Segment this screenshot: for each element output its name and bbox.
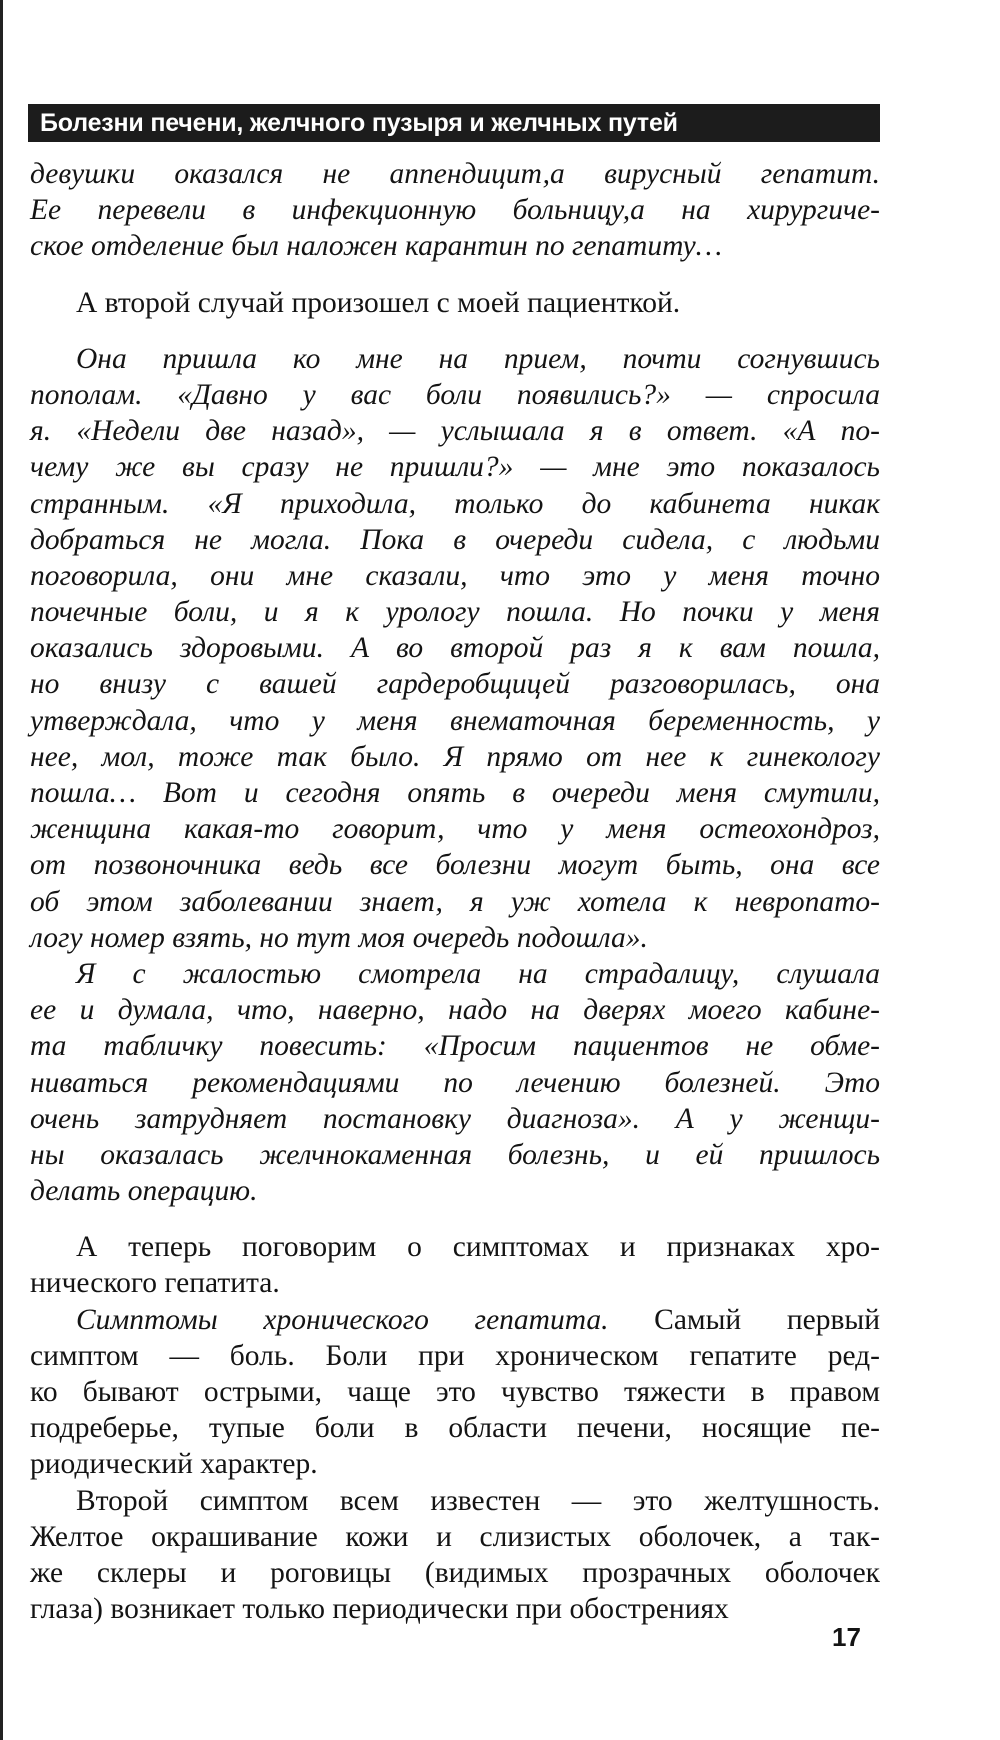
- text-line: симптом — боль. Боли при хроническом гепатите ред-: [30, 1339, 880, 1372]
- running-header: Болезни печени, желчного пузыря и желчных путей: [28, 104, 880, 142]
- text-line: но внизу с вашей гардеробщицей разговорилась, она: [30, 668, 880, 701]
- page-edge: [0, 0, 3, 1740]
- paragraph: [30, 1229, 880, 1301]
- text-line: странным. «Я приходила, только до кабинета никак: [30, 487, 880, 520]
- text-run: Самый первый: [608, 1303, 880, 1336]
- text-line: чему же вы сразу не пришли?» — мне это показалось: [30, 451, 880, 484]
- paragraph: [30, 341, 880, 956]
- text-line: [30, 1302, 880, 1338]
- paragraph: [30, 1302, 880, 1483]
- text-line: очень затрудняет постановку диагноза». А у женщи-: [30, 1102, 880, 1135]
- text-line: я. «Недели две назад», — услышала я в ответ. «А по-: [30, 415, 880, 448]
- text-line: Желтое окрашивание кожи и слизистых оболочек, а так-: [30, 1520, 880, 1553]
- text-line: почечные боли, и я к урологу пошла. Но почки у меня: [30, 596, 880, 629]
- paragraph: [30, 956, 880, 1209]
- text-line: утверждала, что у меня внематочная беременность, у: [30, 704, 880, 737]
- text-line: делать операцию.: [30, 1175, 258, 1208]
- text-line: нее, мол, тоже так было. Я прямо от нее к гинекологу: [30, 740, 880, 773]
- text-line: девушки оказался не аппендицит,а вирусный гепатит.: [30, 158, 880, 190]
- text-line: же склеры и роговицы (видимых прозрачных оболочек: [30, 1556, 880, 1589]
- text-line: ское отделение был наложен карантин по гепатиту…: [30, 230, 722, 263]
- paragraph: [30, 156, 880, 265]
- text-line: об этом заболевании знает, я уж хотела к невропато-: [30, 885, 880, 918]
- text-line: ниваться рекомендациями по лечению болезней. Это: [30, 1066, 880, 1099]
- text-line: Она пришла ко мне на прием, почти согнувшись: [76, 342, 880, 375]
- text-line: оказались здоровыми. А во второй раз я к вам пошла,: [30, 632, 880, 665]
- text-line: нического гепатита.: [30, 1267, 280, 1300]
- text-line: от позвоночника ведь все болезни могут быть, она все: [30, 849, 880, 882]
- italic-run: Симптомы хронического гепатита.: [76, 1303, 609, 1336]
- paragraph: [30, 285, 880, 321]
- text-line: та табличку повесить: «Просим пациентов не обме-: [30, 1030, 880, 1063]
- text-line: пошла… Вот и сегодня опять в очереди меня смутили,: [30, 777, 880, 809]
- text-line: А второй случай произошел с моей пациенткой.: [76, 286, 681, 319]
- text-line: ко бывают острыми, чаще это чувство тяжести в правом: [30, 1376, 880, 1408]
- text-line: пополам. «Давно у вас боли появились?» — спросила: [30, 378, 880, 411]
- text-line: поговорила, они мне сказали, что это у меня точно: [30, 559, 880, 592]
- text-line: добраться не могла. Пока в очереди сидела, с людьми: [30, 523, 880, 556]
- text-line: глаза) возникает только периодически при обострениях: [30, 1593, 729, 1626]
- text-line: ны оказалась желчнокаменная болезнь, и ей пришлось: [30, 1138, 880, 1171]
- text-line: ее и думала, что, наверно, надо на дверях моего кабине-: [30, 994, 880, 1027]
- text-line: женщина какая-то говорит, что у меня остеохондроз,: [30, 813, 880, 846]
- text-line: Ее перевели в инфекционную больницу,а на хирургиче-: [30, 194, 880, 227]
- text-line: риодический характер.: [30, 1448, 318, 1481]
- text-line: логу номер взять, но тут моя очередь подошла».: [30, 921, 648, 954]
- text-line: Второй симптом всем известен — это желтушность.: [76, 1484, 880, 1517]
- text-line: подреберье, тупые боли в области печени, носящие пе-: [30, 1412, 880, 1445]
- text-line: Я с жалостью смотрела на страдалицу, слушала: [76, 957, 880, 990]
- paragraph: [30, 1483, 880, 1628]
- page-number: 17: [832, 1622, 861, 1652]
- text-line: А теперь поговорим о симптомах и признаках хро-: [76, 1231, 880, 1264]
- body-text: [30, 156, 880, 1627]
